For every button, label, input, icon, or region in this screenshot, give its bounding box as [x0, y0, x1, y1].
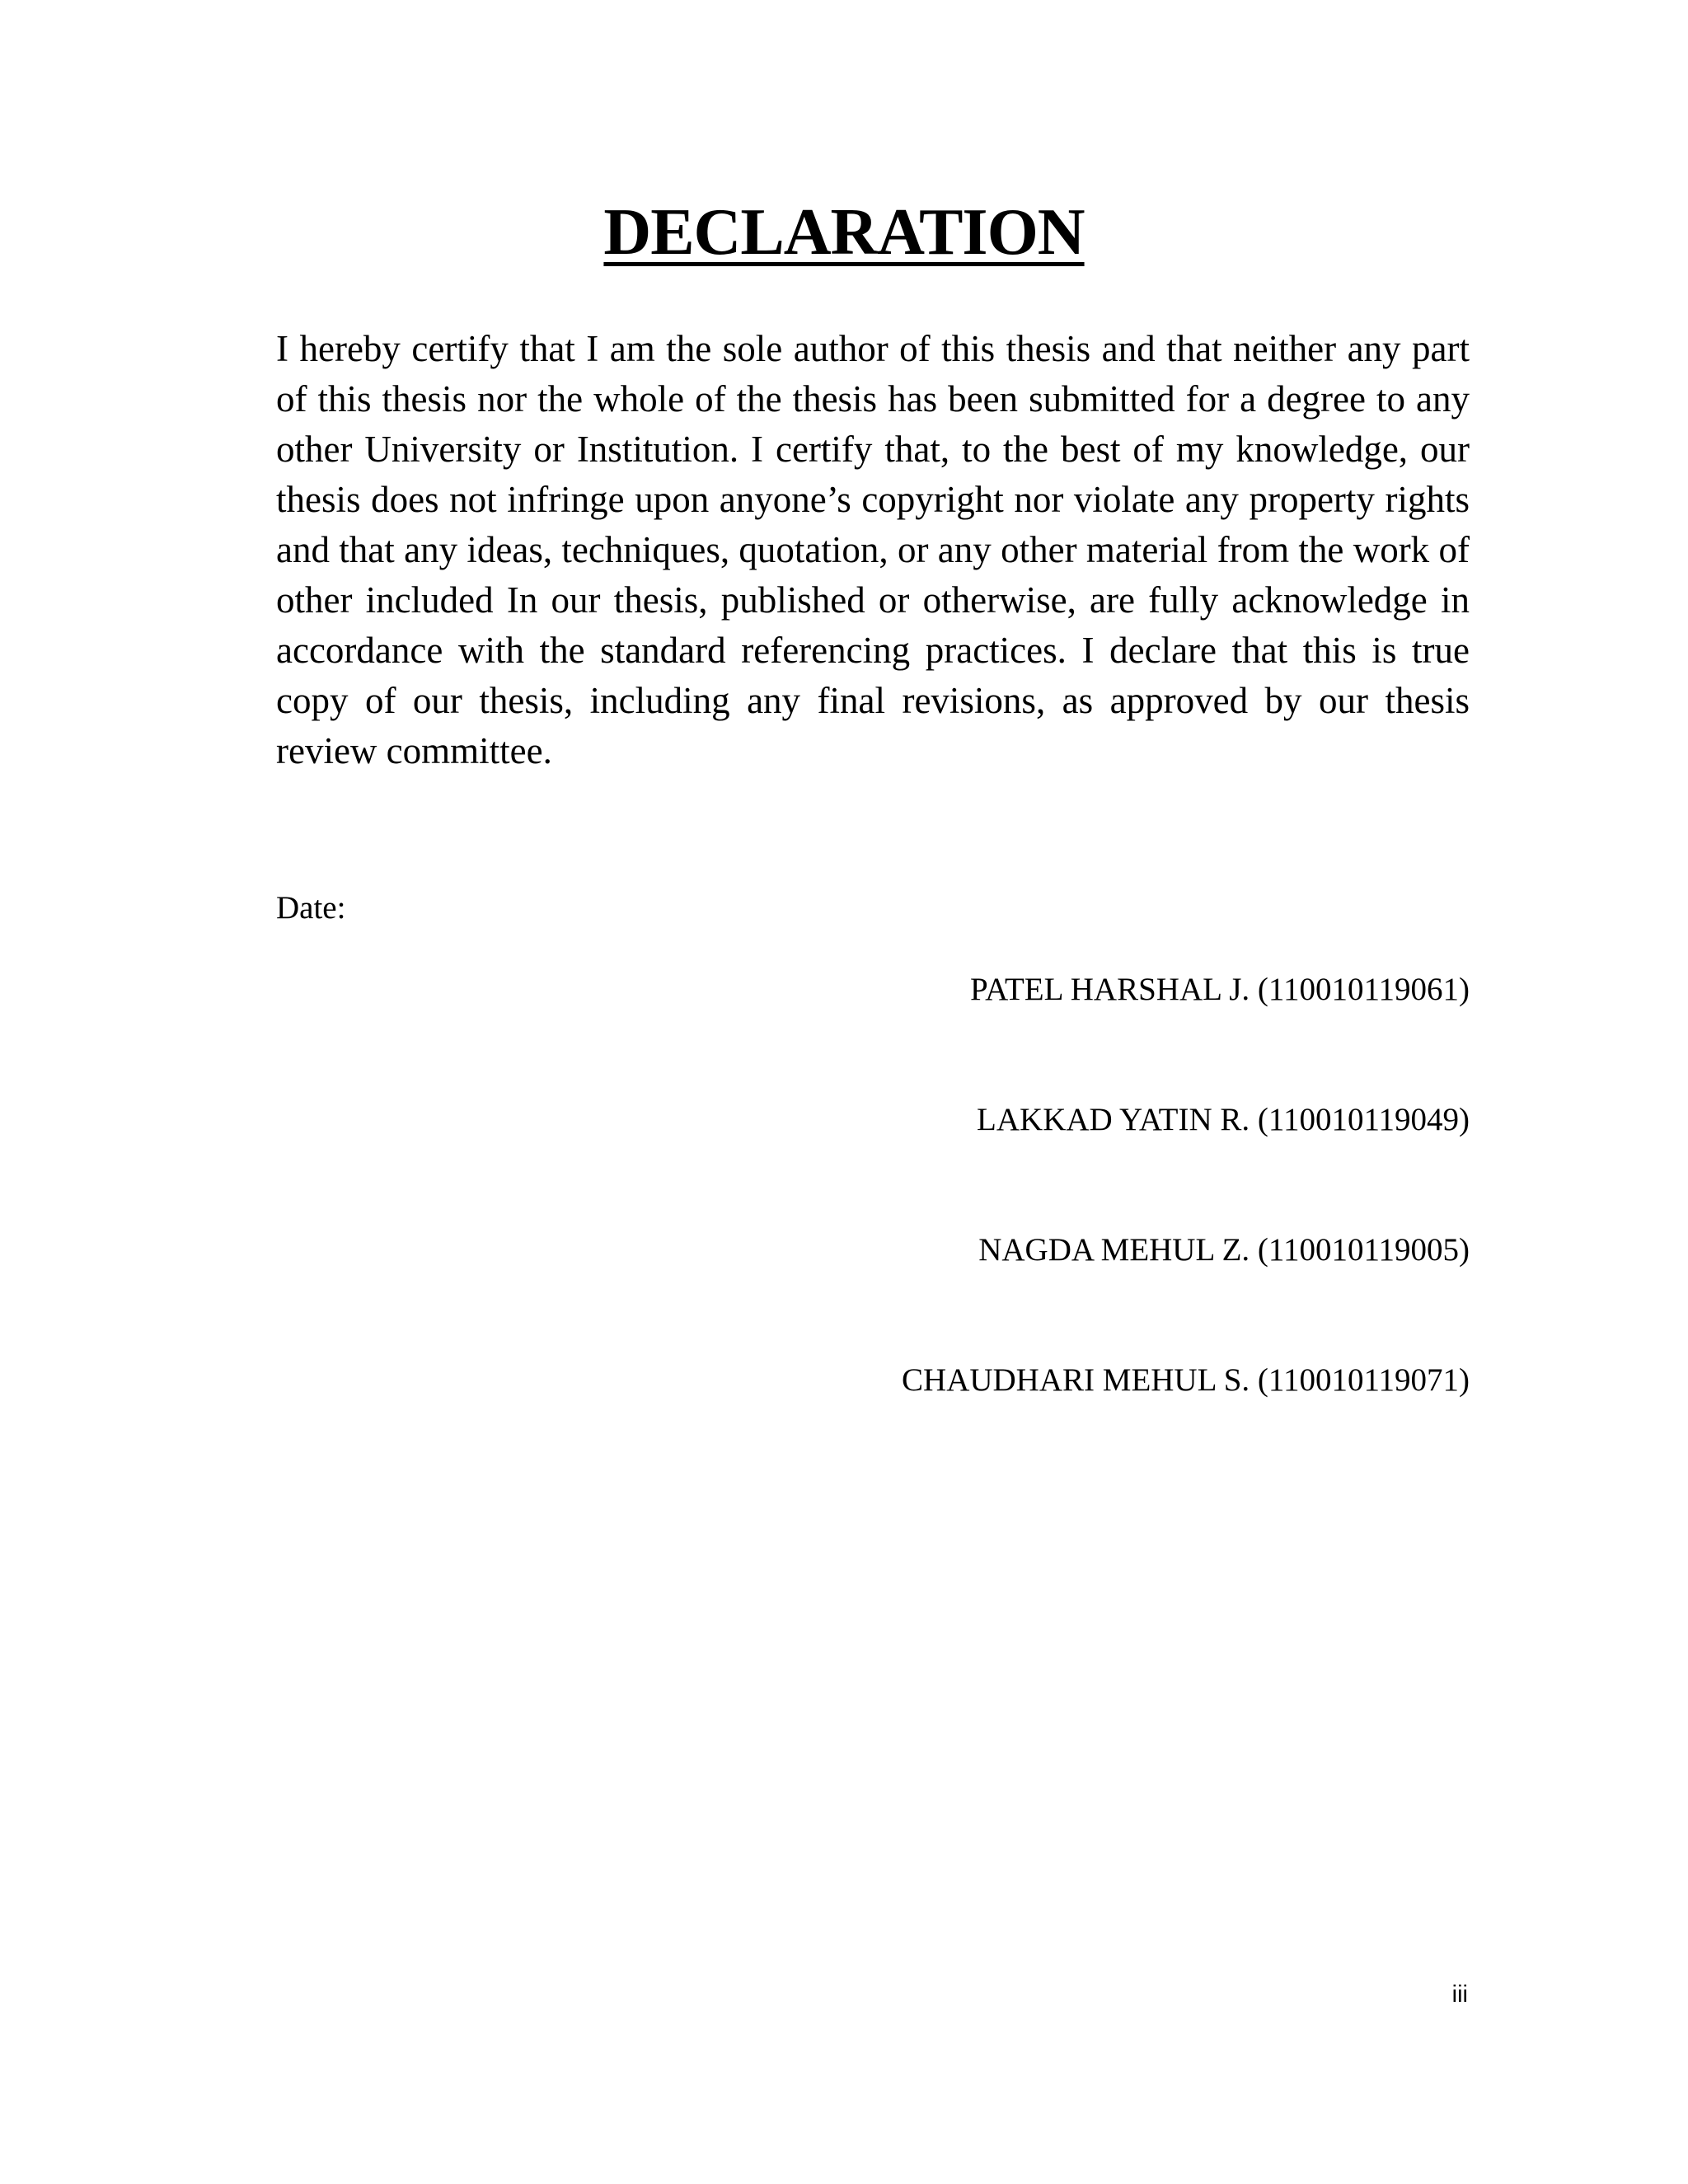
page-title-text: DECLARATION [603, 196, 1085, 269]
signatory-name: NAGDA MEHUL Z. (110010119005) [978, 1232, 1470, 1268]
page-title [0, 191, 1688, 274]
declaration-paragraph: I hereby certify that I am the sole author of this thesis and that neither any part of this thesis nor the whole of the thesis has been submitted for a degree to any other University or Institution. I certify that, to the best of my knowledge, our thesis does not infringe upon anyone’s copyright nor violate any property rights and that any ideas, techniques, quotation, or any other material from the work of other included In our thesis, published or otherwise, are fully acknowledge in accordance with the standard referencing practices. I declare that this is true copy of our thesis, including any final revisions, as approved by our thesis review committee. [276, 328, 1470, 771]
signatory-name: PATEL HARSHAL J. (110010119061) [970, 972, 1470, 1007]
signatory-name: CHAUDHARI MEHUL S. (110010119071) [902, 1362, 1470, 1398]
page-number: iii [1451, 1981, 1468, 2008]
signatory-name: LAKKAD YATIN R. (110010119049) [977, 1102, 1470, 1137]
signatory-list [902, 968, 1470, 1489]
date-label: Date: [276, 890, 346, 926]
